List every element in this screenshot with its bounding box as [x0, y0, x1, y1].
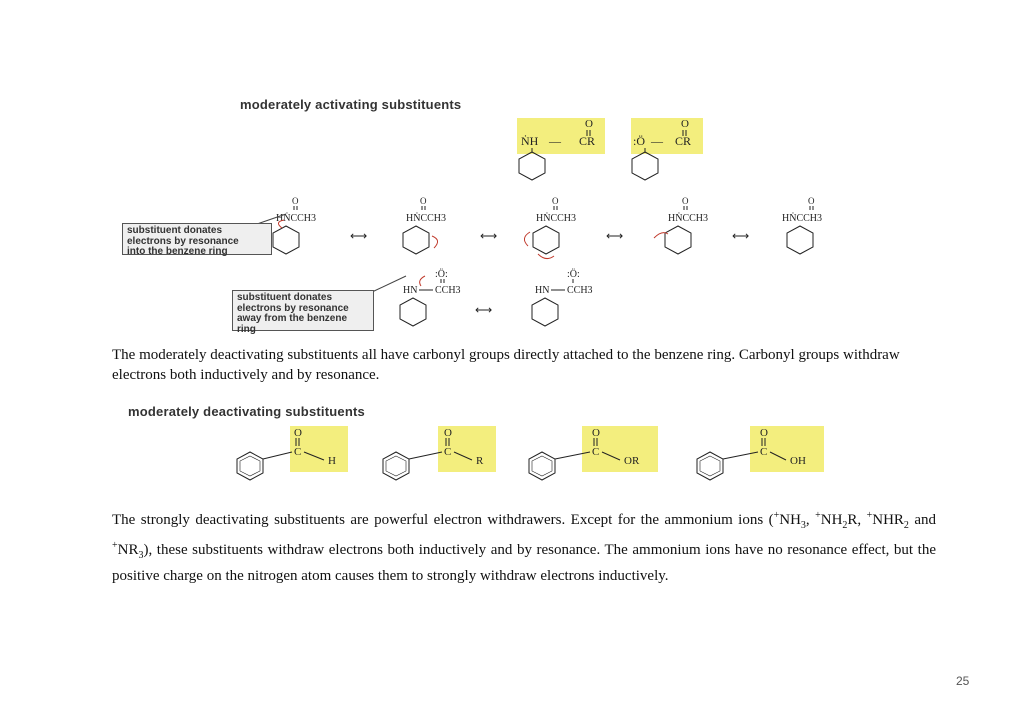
page-number: 25 — [956, 674, 970, 688]
svg-text:CCH3: CCH3 — [435, 285, 461, 296]
svg-text:CR: CR — [675, 134, 692, 148]
svg-text::Ö:: :Ö: — [567, 269, 580, 280]
svg-text:HN: HN — [535, 285, 550, 296]
svg-text:O: O — [292, 196, 299, 206]
deactivating-structures — [220, 422, 840, 486]
ketone-structure — [383, 426, 496, 480]
svg-text:O: O — [444, 427, 452, 439]
svg-text:C: C — [294, 446, 302, 458]
svg-text:⟷: ⟷ — [350, 229, 368, 243]
acyl-group: CR — [579, 134, 596, 148]
svg-text:HṄCCH3: HṄCCH3 — [782, 213, 823, 224]
benzene-ring — [519, 152, 545, 180]
amine-group: ṄH — [521, 134, 539, 148]
svg-text::Ö:: :Ö: — [435, 269, 448, 280]
svg-text:O: O — [552, 196, 559, 206]
note-donates-away-from-ring: substituent donates electrons by resonance away from the benzene ring — [232, 290, 374, 331]
svg-text:OR: OR — [624, 455, 640, 467]
svg-text:O: O — [681, 118, 689, 130]
svg-text:⟷: ⟷ — [480, 229, 498, 243]
svg-text:—: — — [549, 134, 561, 148]
svg-text:O: O — [420, 196, 427, 206]
svg-text:C: C — [592, 446, 600, 458]
heading-activating: moderately activating substituents — [240, 97, 462, 112]
paragraph-strongly-deactivating: The strongly deactivating substituents are powerful electron withdrawers. Except for the ammonium ions ($^+NH_3$, $^+NH_2R$, $^+NHR_2$ and $^+NR_3$), these substituents withdraw electrons both inductively and by resonance. The ammonium ions have no resonance effect, but the positive charge on the nitrogen atom causes them to strongly withdraw electrons inductively. — [112, 510, 937, 584]
svg-text:HṄCCH3: HṄCCH3 — [276, 213, 317, 224]
svg-text:O: O — [294, 427, 302, 439]
heading-deactivating: moderately deactivating substituents — [128, 404, 365, 419]
svg-text:H: H — [328, 455, 336, 467]
svg-text:O: O — [760, 427, 768, 439]
activating-structures — [505, 112, 725, 184]
resonance-row-1 — [270, 196, 870, 260]
note-donates-into-ring: substituent donates electrons by resonance into the benzene ring — [122, 223, 272, 255]
svg-text:⟷: ⟷ — [475, 303, 493, 317]
svg-text:⟷: ⟷ — [606, 229, 624, 243]
benzene-ring — [632, 152, 658, 180]
svg-text:HN: HN — [403, 285, 418, 296]
svg-text:CCH3: CCH3 — [567, 285, 593, 296]
svg-text:HṄCCH3: HṄCCH3 — [536, 213, 577, 224]
svg-text:O: O — [592, 427, 600, 439]
svg-text:—: — — [651, 134, 663, 148]
ether-oxygen: :Ö — [633, 134, 645, 148]
svg-text:O: O — [682, 196, 689, 206]
resonance-row-2 — [395, 268, 625, 330]
svg-text:HṄCCH3: HṄCCH3 — [406, 213, 447, 224]
svg-text:C: C — [444, 446, 452, 458]
svg-text:O: O — [808, 196, 815, 206]
ester-structure — [529, 426, 658, 480]
paragraph-moderately-deactivating: The moderately deactivating substituents all have carbonyl groups directly attached to the benzene ring. Carbonyl groups withdraw electrons both inductively and by resonance. — [112, 347, 900, 383]
svg-text:HṄCCH3: HṄCCH3 — [668, 213, 709, 224]
svg-text:OH: OH — [790, 455, 806, 467]
svg-text:R: R — [476, 455, 484, 467]
carboxylic-acid-structure — [697, 426, 824, 480]
aldehyde-structure — [237, 426, 348, 480]
svg-text:C: C — [760, 446, 768, 458]
carbonyl-o: O — [585, 118, 593, 130]
svg-text:⟷: ⟷ — [732, 229, 750, 243]
